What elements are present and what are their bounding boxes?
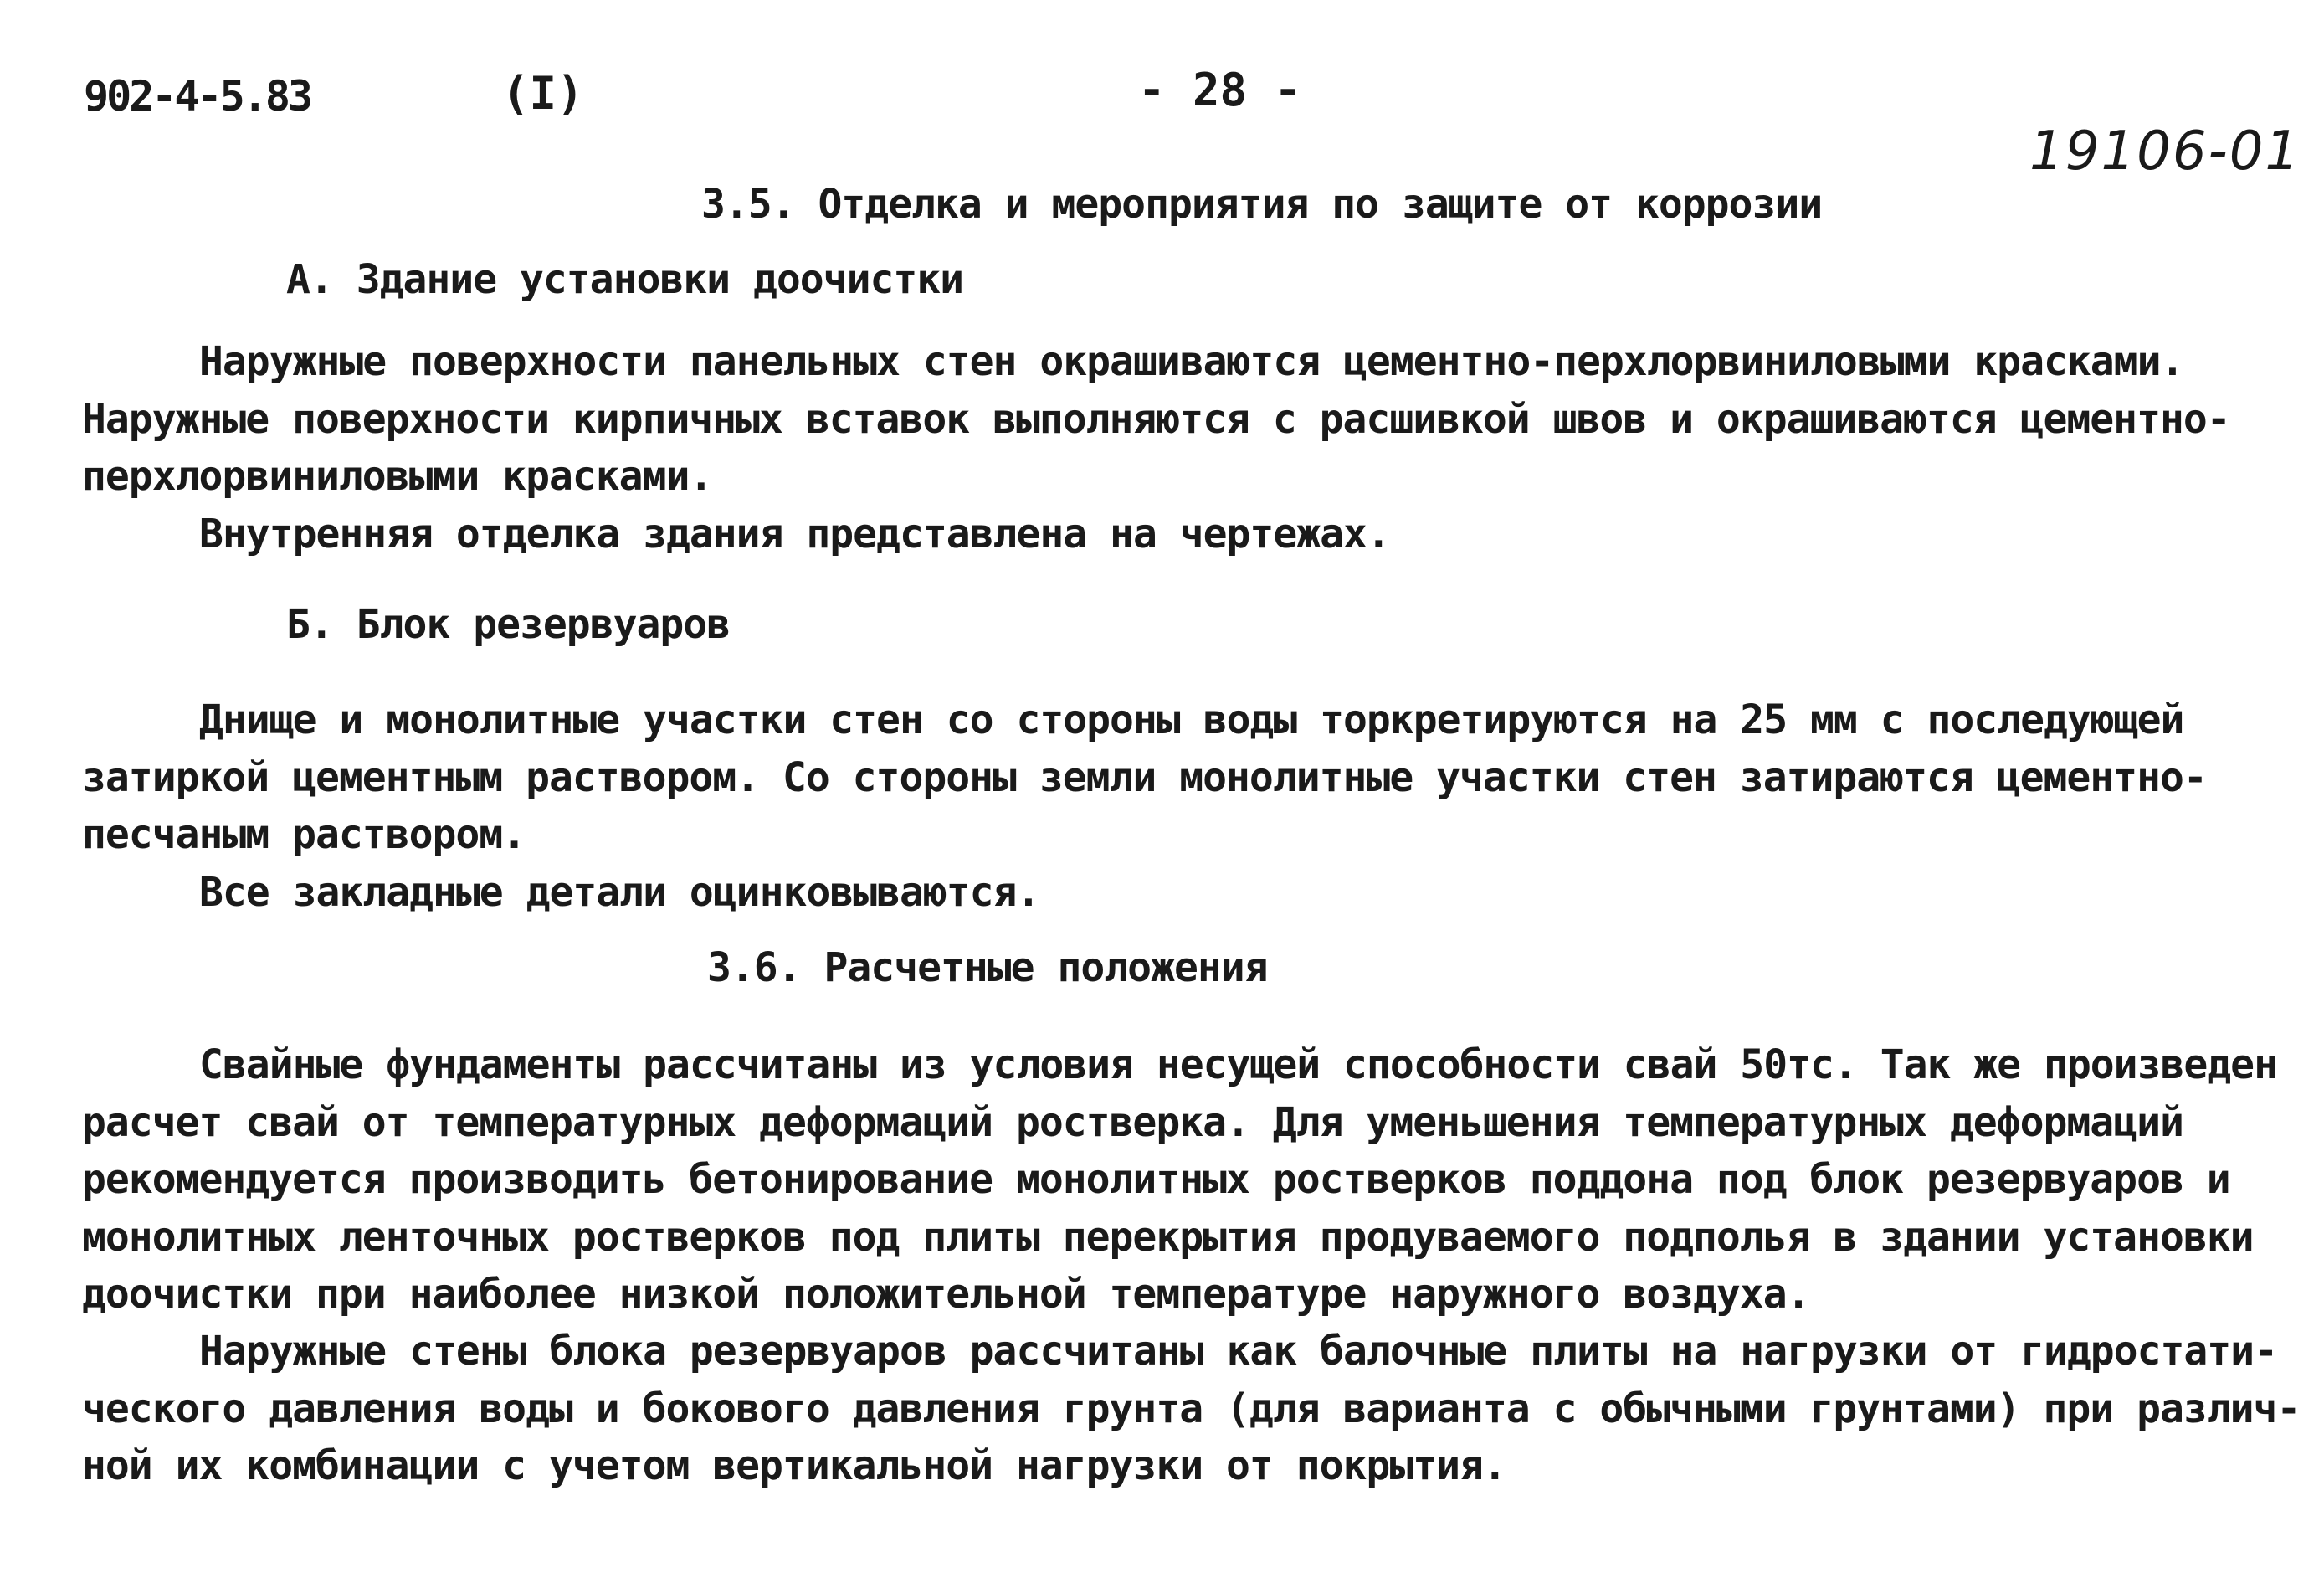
paragraph-line: Наружные поверхности панельных стен окрашиваются цементно-перхлорвиниловыми красками.: [199, 338, 2184, 385]
subsection-a-title: А. Здание установки доочистки: [286, 256, 964, 303]
page-number: - 28 -: [1138, 64, 1302, 116]
paragraph-line: доочистки при наиболее низкой положительной температуре наружного воздуха.: [82, 1271, 1810, 1318]
paragraph-line: рекомендуется производить бетонирование монолитных ростверков поддона под блок резервуаров и: [82, 1156, 2230, 1203]
paragraph-line: перхлорвиниловыми красками.: [82, 453, 713, 500]
subsection-a-paragraph: [82, 333, 2291, 563]
paragraph-line: песчаным раствором.: [82, 811, 526, 858]
paragraph-line: Наружные поверхности кирпичных вставок выполняются с расшивкой швов и окрашиваются цементно-: [82, 395, 2230, 443]
paragraph-line: затиркой цементным раствором. Со стороны земли монолитные участки стен затираются цементно-: [82, 753, 2207, 801]
paragraph-line: ческого давления воды и бокового давления грунта (для варианта с обычными грунтами) при различ-: [82, 1385, 2301, 1432]
inventory-number: 19106-01: [2029, 121, 2301, 182]
section-3-6-title: 3.6. Расчетные положения: [707, 944, 1268, 991]
section-3-6-paragraph-2: [82, 1323, 2301, 1495]
subsection-b-paragraph: [82, 691, 2291, 921]
section-3-5-title: 3.5. Отделка и мероприятия по защите от коррозии: [701, 181, 1823, 228]
subsection-b-title: Б. Блок резервуаров: [286, 601, 731, 648]
paragraph-line: Внутренняя отделка здания представлена на чертежах.: [199, 510, 1390, 558]
paragraph-line: ной их комбинации с учетом вертикальной нагрузки от покрытия.: [82, 1442, 1506, 1489]
paragraph-line: Все закладные детали оцинковываются.: [199, 868, 1040, 916]
paragraph-line: монолитных ленточных ростверков под плиты перекрытия продуваемого подполья в здании установки: [82, 1213, 2254, 1261]
paragraph-line: Днище и монолитные участки стен со стороны воды торкретируются на 25 мм с последующей: [199, 696, 2184, 743]
paragraph-line: расчет свай от температурных деформаций ростверка. Для уменьшения температурных деформаций: [82, 1098, 2183, 1146]
document-part: (I): [502, 67, 584, 120]
section-3-6-paragraph-1: [82, 1036, 2291, 1323]
paragraph-line: Наружные стены блока резервуаров рассчитаны как балочные плиты на нагрузки от гидростати-: [199, 1328, 2277, 1375]
paragraph-line: Свайные фундаменты рассчитаны из условия несущей способности свай 50тс. Так же произведен: [199, 1041, 2277, 1088]
document-code: 902-4-5.83: [84, 72, 311, 121]
